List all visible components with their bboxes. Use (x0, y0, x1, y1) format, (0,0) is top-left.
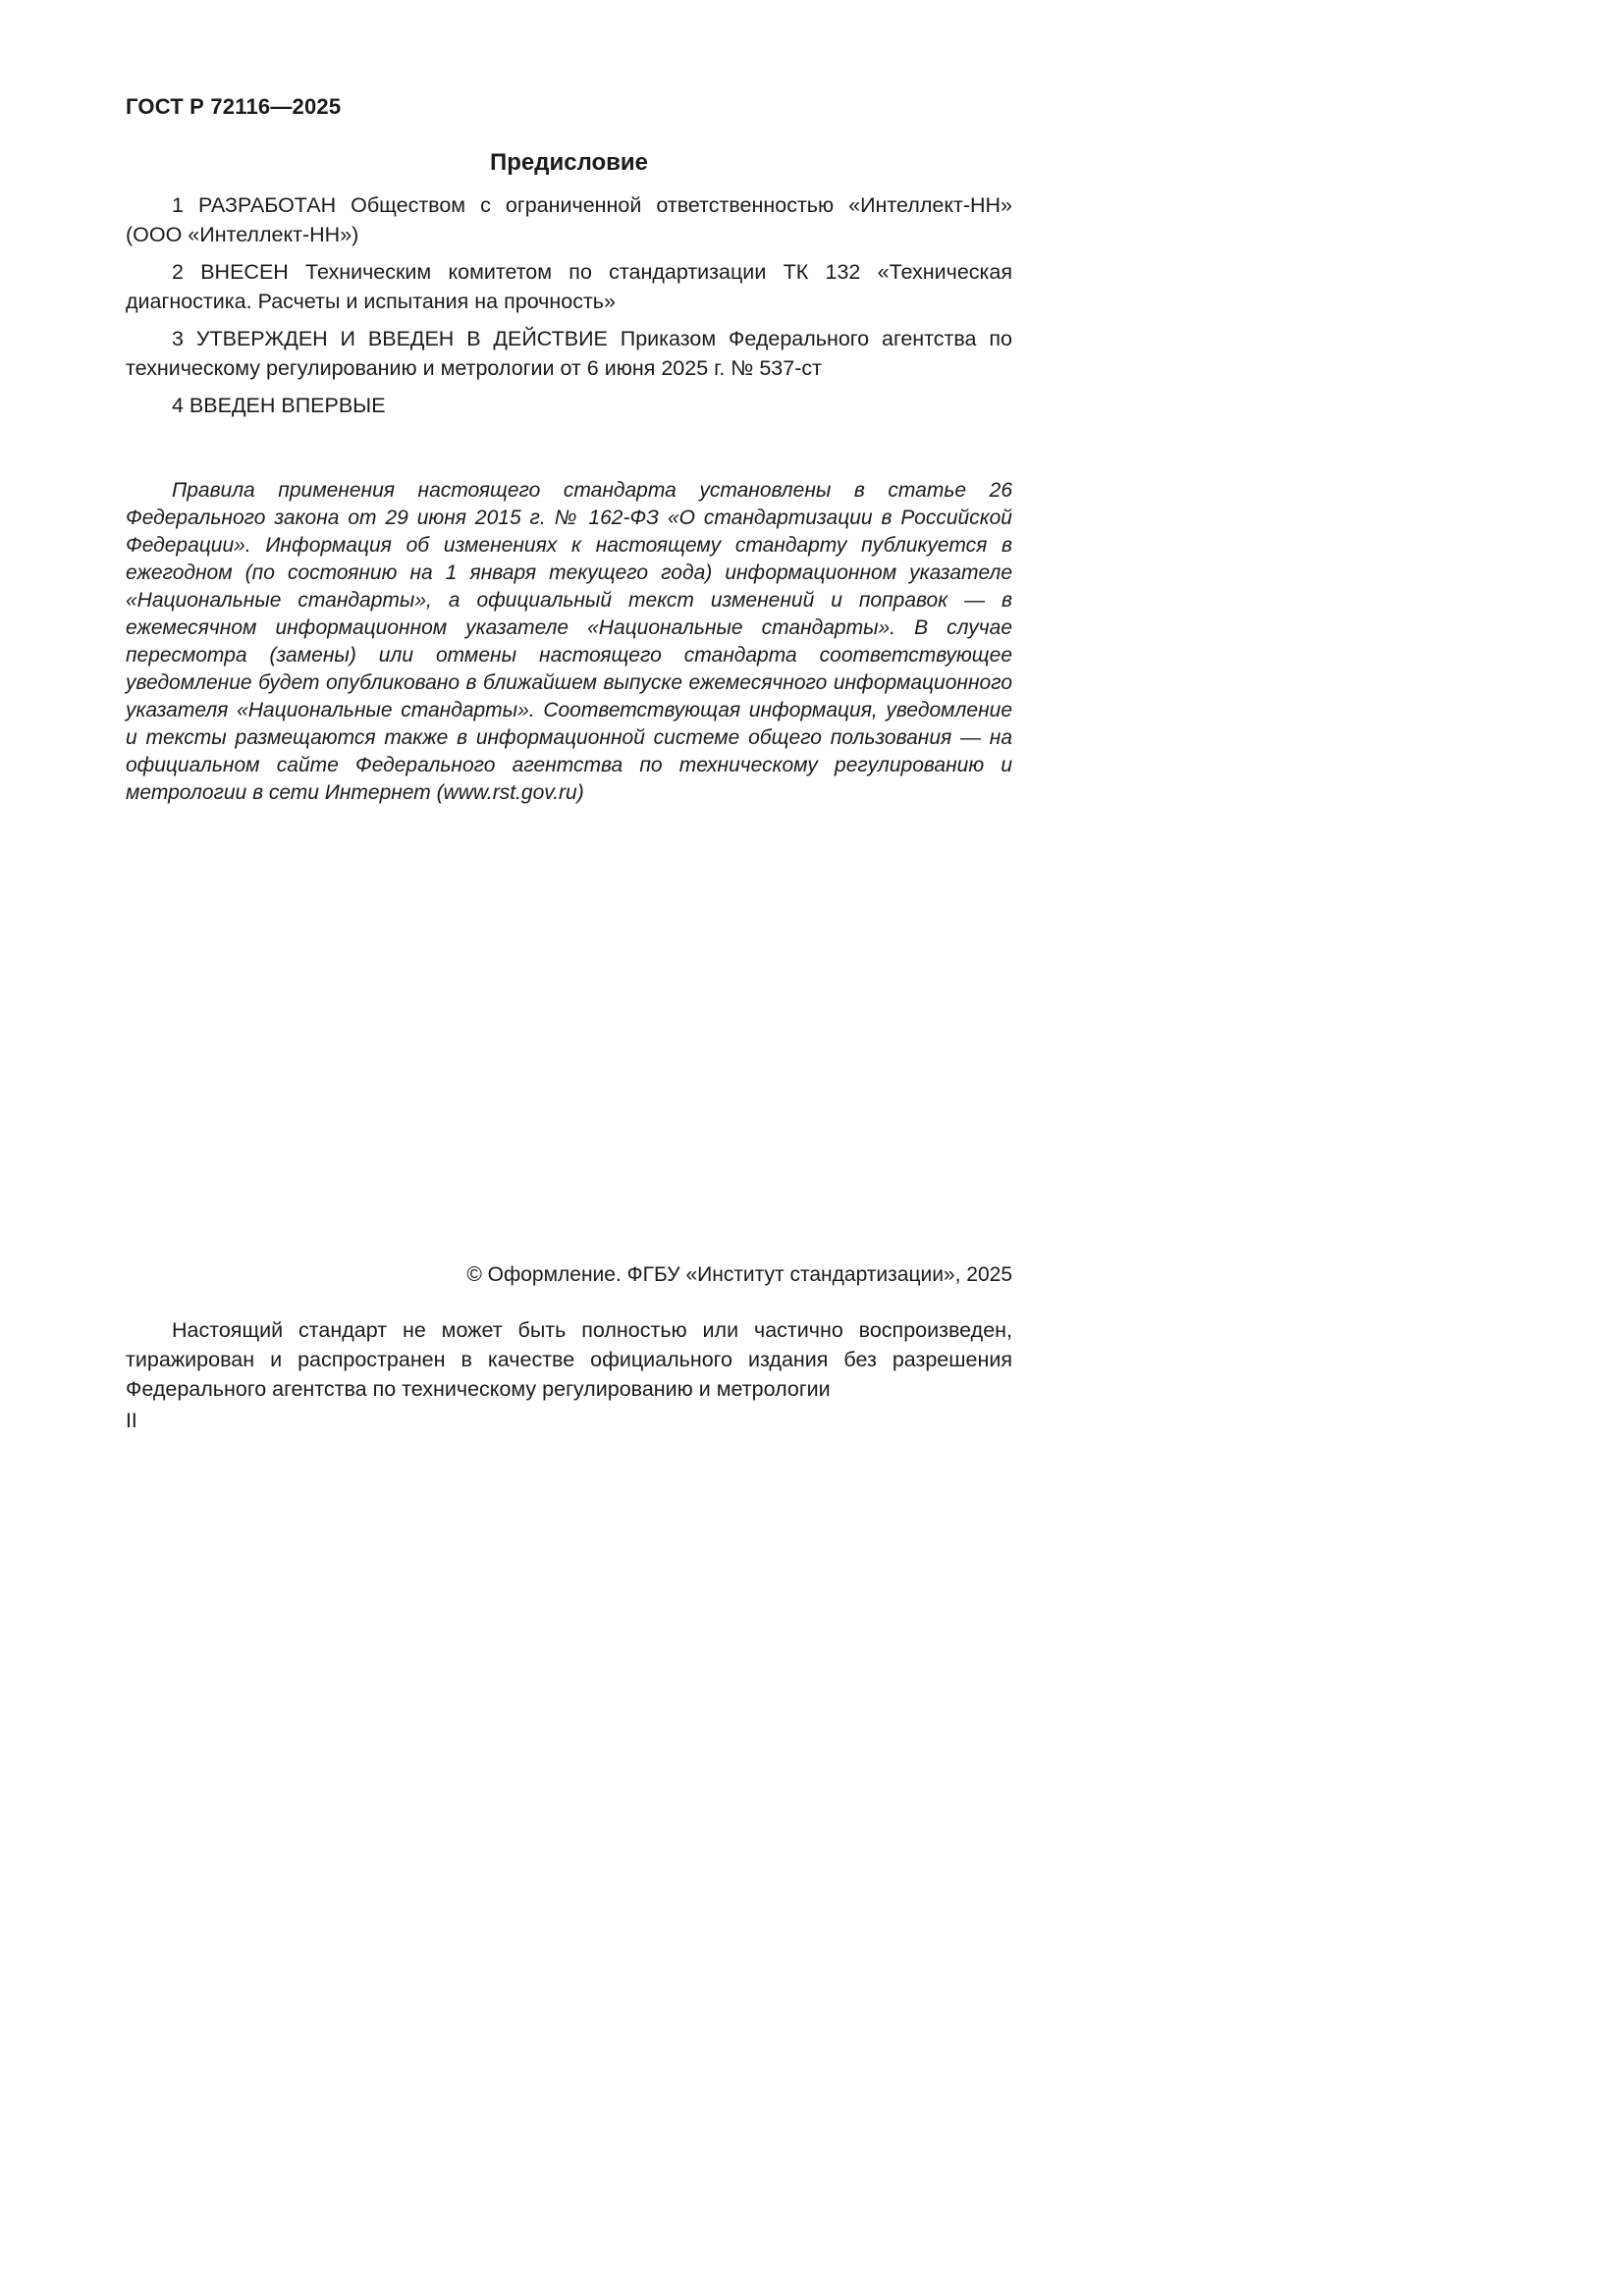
restriction-note: Настоящий стандарт не может быть полностью или частично воспроизведен, тиражирован и распространен в качестве официального издания без разрешения Федерального агентства по техническому регулированию и метрологии (126, 1318, 1012, 1401)
foreword-item-4: 4 ВВЕДЕН ВПЕРВЫЕ (172, 394, 386, 417)
legal-note: Правила применения настоящего стандарта установлены в статье 26 Федерального закона от 29 июня 2015 г. № 162-ФЗ «О стандартизации в Российской Федерации». Информация об изменениях к настоящему стандарту публикуется в ежегодном (по состоянию на 1 января текущего года) информационном указателе «Национальные стандарты», а официальный текст изменений и поправок — в ежемесячном информационном указателе «Национальные стандарты». В случае пересмотра (замены) или отмены настоящего стандарта соответствующее уведомление будет опубликовано в ближайшем выпуске ежемесячного информационного указателя «Национальные стандарты». Соответствующая информация, уведомление и тексты размещаются также в информационной системе общего пользования — на официальном сайте Федерального агентства по техническому регулированию и метрологии в сети Интернет (www.rst.gov.ru) (126, 479, 1012, 804)
copyright-line: © Оформление. ФГБУ «Институт стандартизации», 2025 (466, 1263, 1012, 1286)
page-title: Предисловие (489, 149, 649, 176)
doc-number: ГОСТ Р 72116—2025 (126, 94, 342, 119)
document-footer (126, 1262, 1012, 1433)
page-number: II (126, 1410, 137, 1432)
foreword-item-1: 1 РАЗРАБОТАН Обществом с ограниченной ответственностью «Интеллект-НН» (ООО «Интеллект-НН») (126, 193, 1012, 246)
document-content (126, 94, 1012, 807)
foreword-item-3: 3 УТВЕРЖДЕН И ВВЕДЕН В ДЕЙСТВИЕ Приказом Федерального агентства по техническому регулированию и метрологии от 6 июня 2025 г. № 537-ст (126, 327, 1012, 380)
foreword-item-2: 2 ВНЕСЕН Техническим комитетом по стандартизации ТК 132 «Техническая диагностика. Расчеты и испытания на прочность» (126, 260, 1012, 313)
